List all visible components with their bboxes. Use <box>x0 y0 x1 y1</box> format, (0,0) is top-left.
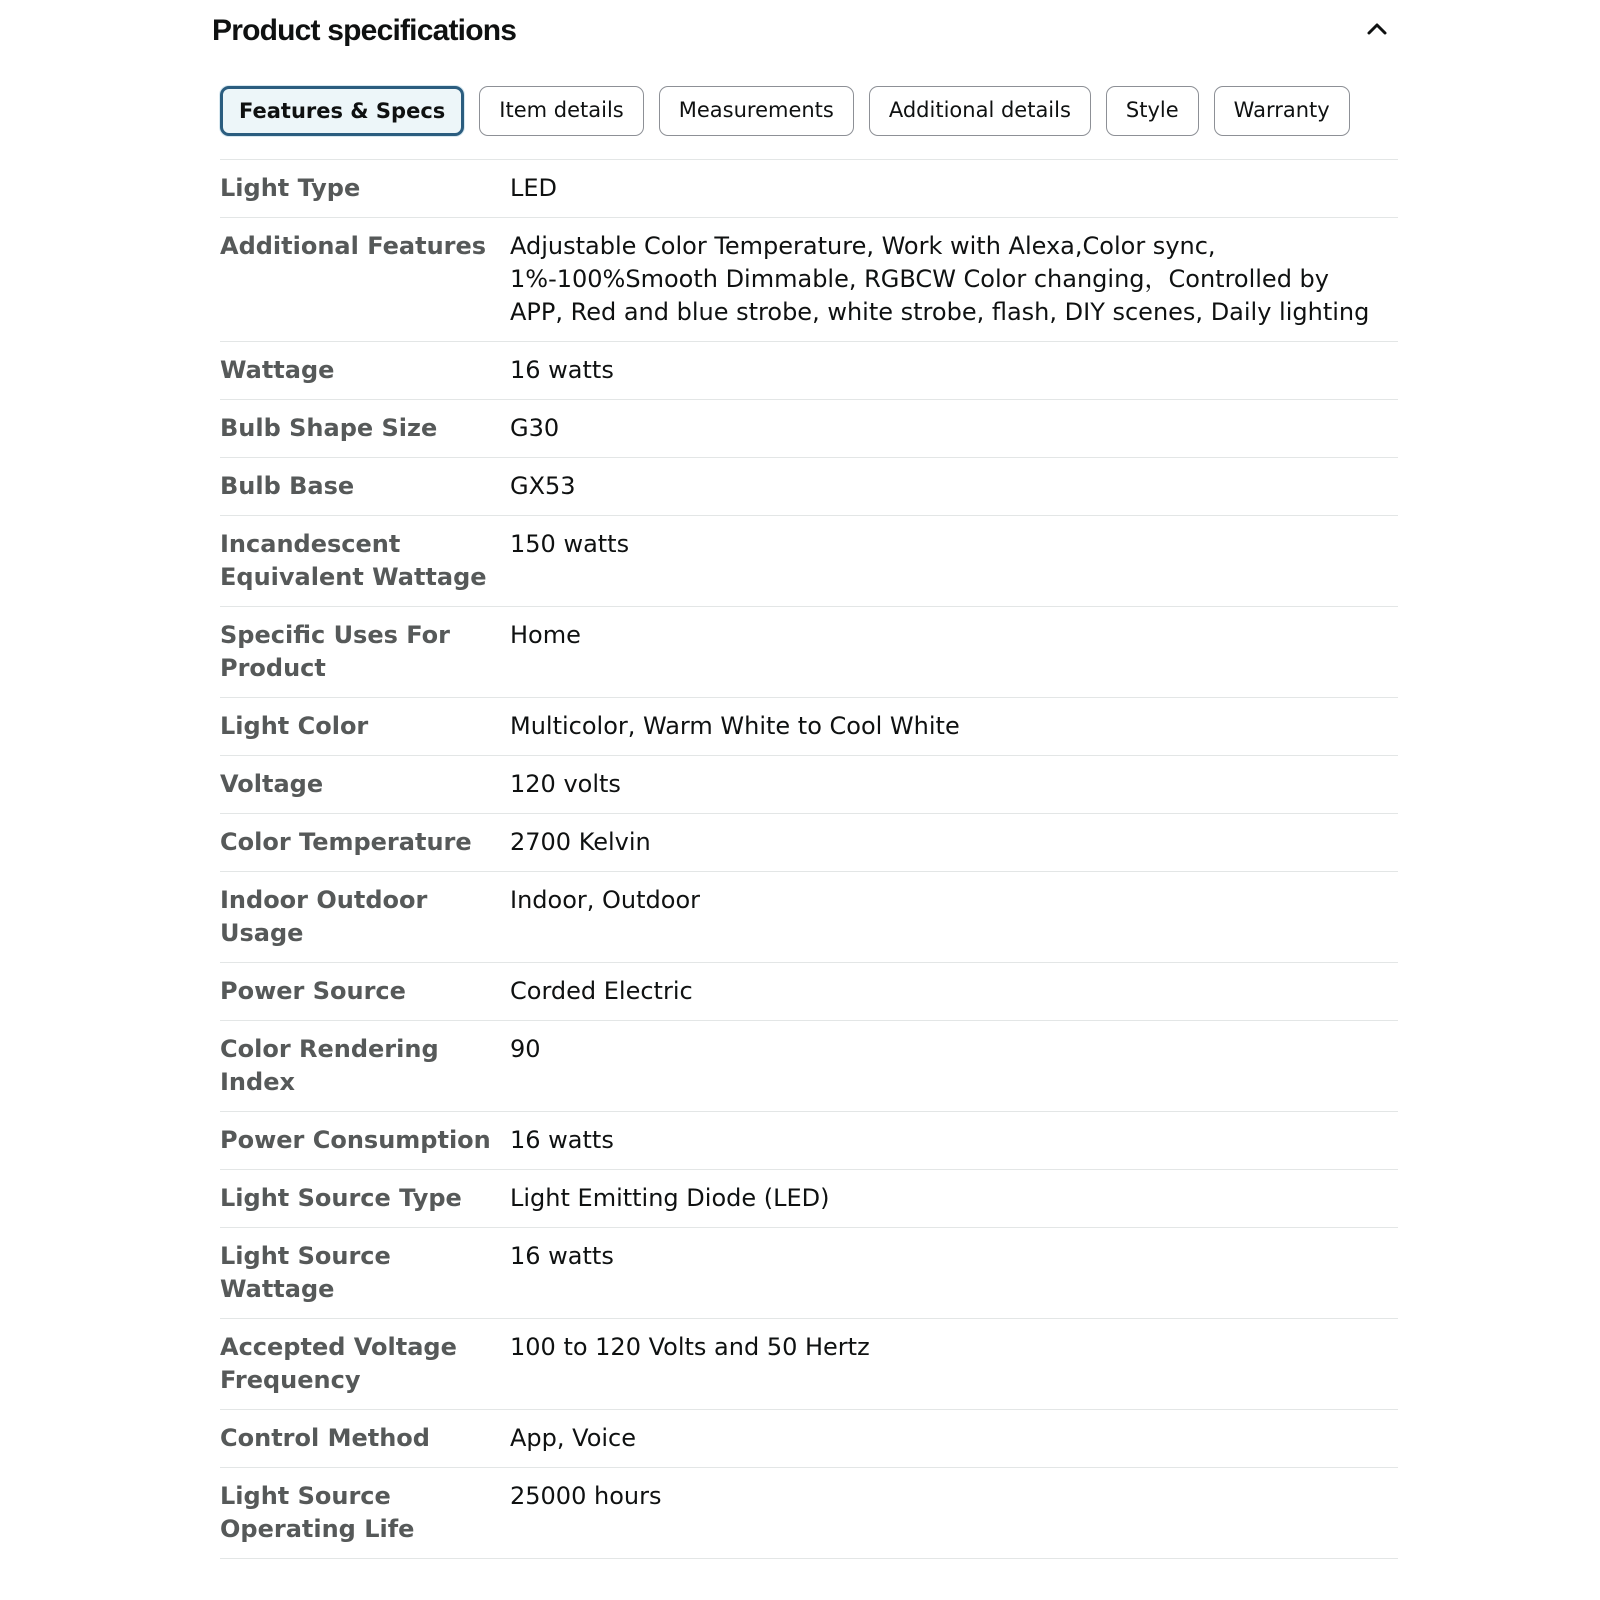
tab-item-details[interactable]: Item details <box>479 86 643 136</box>
spec-value: 150 watts <box>510 530 630 558</box>
spec-label: Control Method <box>220 1424 430 1452</box>
spec-value: Corded Electric <box>510 977 693 1005</box>
spec-label: Accepted Voltage Frequency <box>220 1333 457 1394</box>
spec-row-bulb-base <box>220 458 1398 516</box>
spec-table <box>220 159 1398 1559</box>
spec-row-power-consumption <box>220 1112 1398 1170</box>
spec-value: 16 watts <box>510 1242 614 1270</box>
spec-row-indoor-outdoor-usage <box>220 872 1398 963</box>
spec-row-light-source-wattage <box>220 1228 1398 1319</box>
spec-label: Specific Uses For Product <box>220 621 451 682</box>
spec-value: Adjustable Color Temperature, Work with Alexa,Color sync, 1%-100%Smooth Dimmable, RGBCW Color changing，Controlled by APP, Red and blue strobe, white strobe, flash, DIY scenes, Daily lighting <box>510 232 1370 326</box>
spec-label: Light Source Type <box>220 1184 462 1212</box>
spec-label: Additional Features <box>220 232 487 260</box>
spec-value: G30 <box>510 414 560 442</box>
tab-warranty[interactable]: Warranty <box>1214 86 1350 136</box>
spec-label: Voltage <box>220 770 324 798</box>
spec-label: Light Source Wattage <box>220 1242 391 1303</box>
spec-value: Light Emitting Diode (LED) <box>510 1184 830 1212</box>
spec-label: Wattage <box>220 356 335 384</box>
spec-value: Indoor, Outdoor <box>510 886 700 914</box>
spec-row-light-source-operating-life <box>220 1468 1398 1559</box>
chevron-up-icon[interactable] <box>1362 14 1392 44</box>
spec-row-color-temperature <box>220 814 1398 872</box>
spec-value: 16 watts <box>510 1126 614 1154</box>
spec-row-incandescent-equivalent-wattage <box>220 516 1398 607</box>
spec-value: Home <box>510 621 581 649</box>
spec-label: Light Type <box>220 174 361 202</box>
spec-value: 100 to 120 Volts and 50 Hertz <box>510 1333 870 1361</box>
spec-row-wattage <box>220 342 1398 400</box>
spec-value: LED <box>510 174 558 202</box>
spec-row-bulb-shape-size <box>220 400 1398 458</box>
spec-row-voltage <box>220 756 1398 814</box>
spec-value: 90 <box>510 1035 541 1063</box>
spec-label: Power Consumption <box>220 1126 491 1154</box>
tab-measurements[interactable]: Measurements <box>659 86 854 136</box>
spec-value: Multicolor, Warm White to Cool White <box>510 712 960 740</box>
spec-label: Color Rendering Index <box>220 1035 439 1096</box>
spec-row-light-color <box>220 698 1398 756</box>
spec-label: Color Temperature <box>220 828 472 856</box>
spec-row-additional-features <box>220 218 1398 342</box>
spec-value: 120 volts <box>510 770 621 798</box>
tab-additional-details[interactable]: Additional details <box>869 86 1091 136</box>
spec-label: Indoor Outdoor Usage <box>220 886 428 947</box>
spec-row-specific-uses <box>220 607 1398 698</box>
spec-row-light-source-type <box>220 1170 1398 1228</box>
spec-value: GX53 <box>510 472 576 500</box>
spec-label: Incandescent Equivalent Wattage <box>220 530 487 591</box>
spec-label: Bulb Base <box>220 472 355 500</box>
section-title: Product specifications <box>212 14 517 47</box>
spec-value: 2700 Kelvin <box>510 828 651 856</box>
tab-features-specs[interactable]: Features & Specs <box>220 86 464 136</box>
spec-label: Light Color <box>220 712 369 740</box>
spec-row-accepted-voltage-frequency <box>220 1319 1398 1410</box>
spec-row-control-method <box>220 1410 1398 1468</box>
spec-label: Bulb Shape Size <box>220 414 438 442</box>
spec-value: 16 watts <box>510 356 614 384</box>
product-specifications-header <box>212 10 1398 60</box>
spec-tabs <box>220 86 1350 136</box>
spec-label: Power Source <box>220 977 406 1005</box>
spec-row-power-source <box>220 963 1398 1021</box>
spec-value: 25000 hours <box>510 1482 662 1510</box>
spec-label: Light Source Operating Life <box>220 1482 415 1543</box>
spec-value: App, Voice <box>510 1424 637 1452</box>
spec-row-light-type <box>220 160 1398 218</box>
spec-row-color-rendering-index <box>220 1021 1398 1112</box>
tab-style[interactable]: Style <box>1106 86 1199 136</box>
